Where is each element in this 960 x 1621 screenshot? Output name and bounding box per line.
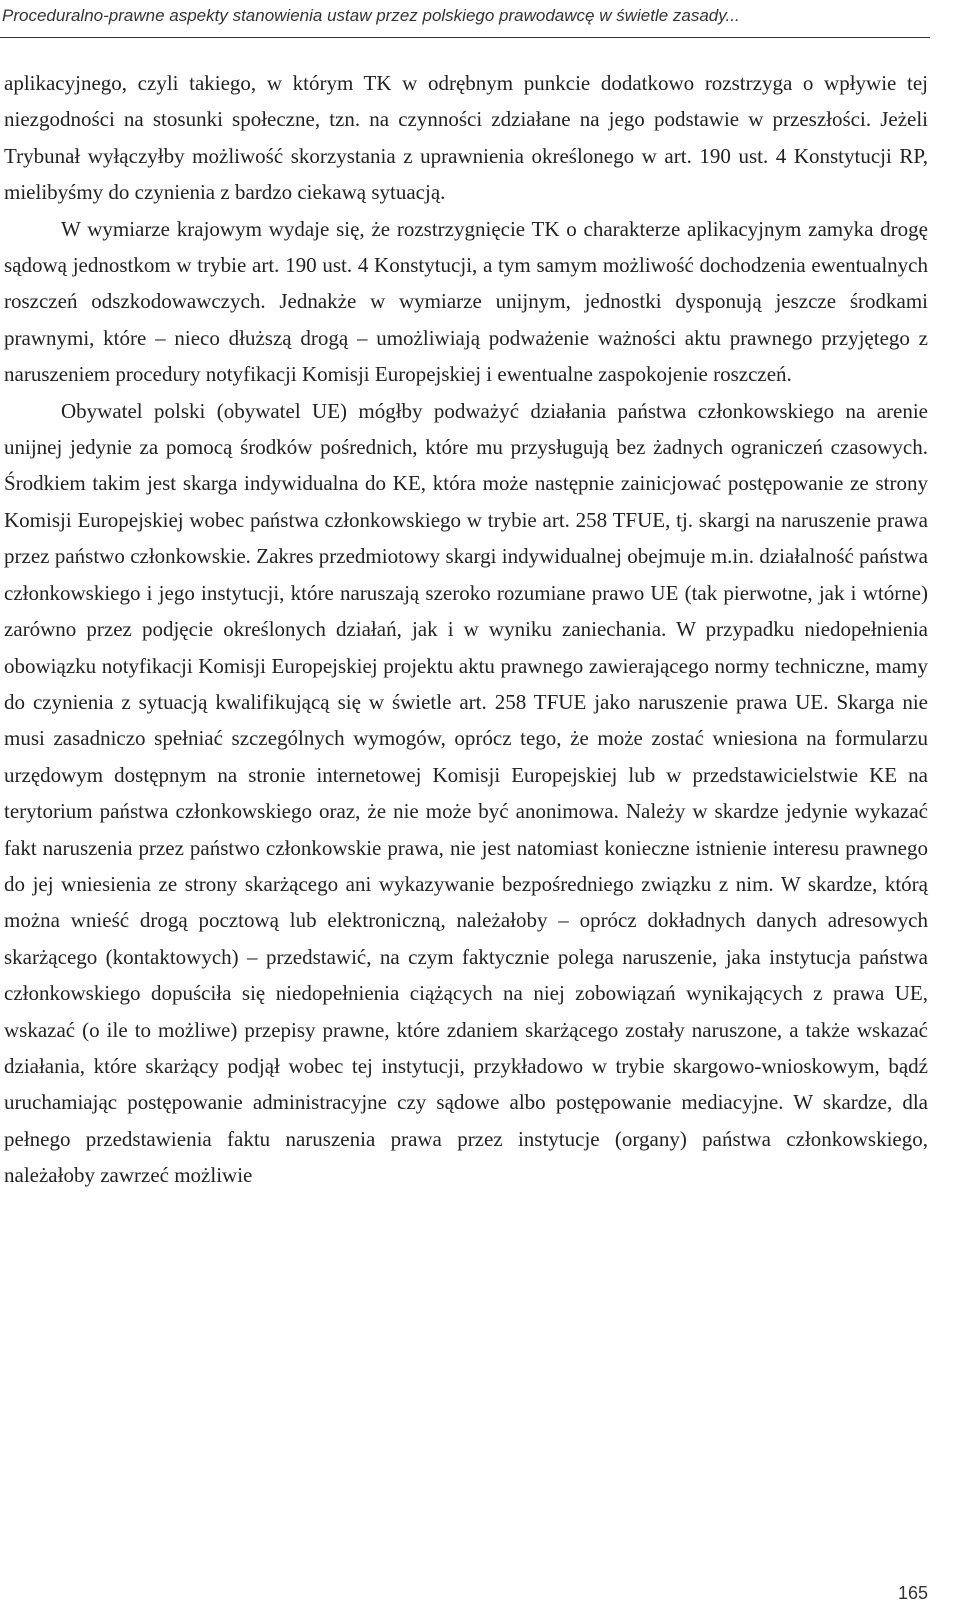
paragraph: Obywatel polski (obywatel UE) mógłby podważyć działania państwa członkowskiego na arenie unijnej jedynie za pomocą środków pośrednich, które mu przysługują bez żadnych ograniczeń czasowych. Środkiem takim jest skarga indywidualna do KE, która może następnie zainicjować postępowanie ze strony Komisji Europejskiej wobec państwa członkowskiego w trybie art. 258 TFUE, tj. skargi na naruszenie prawa przez państwo członkowskie. Zakres przedmiotowy skargi indywidualnej obejmuje m.in. działalność państwa członkowskiego i jego instytucji, które naruszają szeroko rozumiane prawo UE (tak pierwotne, jak i wtórne) zarówno przez podjęcie określonych działań, jak i w wyniku zaniechania. W przypadku niedopełnienia obowiązku notyfikacji Komisji Europejskiej projektu aktu prawnego zawierającego normy techniczne, mamy do czynienia z sytuacją kwalifikującą się w świetle art. 258 TFUE jako naruszenie prawa UE. Skarga nie musi zasadniczo spełniać szczególnych wymogów, oprócz tego, że może zostać wniesiona na formularzu urzędowym dostępnym na stronie internetowej Komisji Europejskiej lub w przedstawicielstwie KE na terytorium państwa członkowskiego oraz, że nie może być anonimowa. Należy w skardze jedynie wykazać fakt naruszenia przez państwo członkowskie prawa, nie jest natomiast konieczne istnienie interesu prawnego do jej wniesienia ze strony skarżącego ani wykazywanie bezpośredniego związku z nim. W skardze, którą można wnieść drogą pocztową lub elektroniczną, należałoby – oprócz dokładnych danych adresowych skarżącego (kontaktowych) – przedstawić, na czym faktycznie polega naruszenie, jaka instytucja państwa członkowskiego dopuściła się niedopełnienia ciążących na niej zobowiązań wynikających z prawa UE, wskazać (o ile to możliwe) przepisy prawne, które zdaniem skarżącego zostały naruszone, a także wskazać działania, które skarżący podjął wobec tej instytucji, przykładowo w trybie skargowo-wnioskowym, bądź uruchamiając postępowanie administracyjne czy sądowe albo postępowanie mediacyjne. W skardze, dla pełnego przedstawienia faktu naruszenia prawa przez instytucje (organy) państwa członkowskiego, należałoby zawrzeć możliwie bbox=[4, 398, 928, 1188]
main-text bbox=[4, 65, 928, 1194]
paragraph: W wymiarze krajowym wydaje się, że rozstrzygnięcie TK o charakterze aplikacyjnym zamyka drogę sądową jednostkom w trybie art. 190 ust. 4 Konstytucji, a tym samym możliwość dochodzenia ewentualnych roszczeń odszkodowawczych. Jednakże w wymiarze unijnym, jednostki dysponują jeszcze środkami prawnymi, które – nieco dłuższą drogą – umożliwiają podważenie ważności aktu prawnego przyjętego z naruszeniem procedury notyfikacji Komisji Europejskiej i ewentualne zaspokojenie roszczeń. bbox=[4, 216, 928, 387]
paragraph-continuation: aplikacyjnego, czyli takiego, w którym TK w odrębnym punkcie dodatkowo rozstrzyga o wpływie tej niezgodności na stosunki społeczne, tzn. na czynności zdziałane na jego podstawie w przeszłości. Jeżeli Trybunał wyłączyłby możliwość skorzystania z uprawnienia określonego w art. 190 ust. 4 Konstytucji RP, mielibyśmy do czynienia z bardzo ciekawą sytuacją. bbox=[4, 71, 928, 205]
running-header: Proceduralno-prawne aspekty stanowienia ustaw przez polskiego prawodawcę w świetle zasady... bbox=[2, 6, 740, 25]
page-number: 165 bbox=[897, 1583, 928, 1603]
header-divider bbox=[0, 37, 930, 38]
